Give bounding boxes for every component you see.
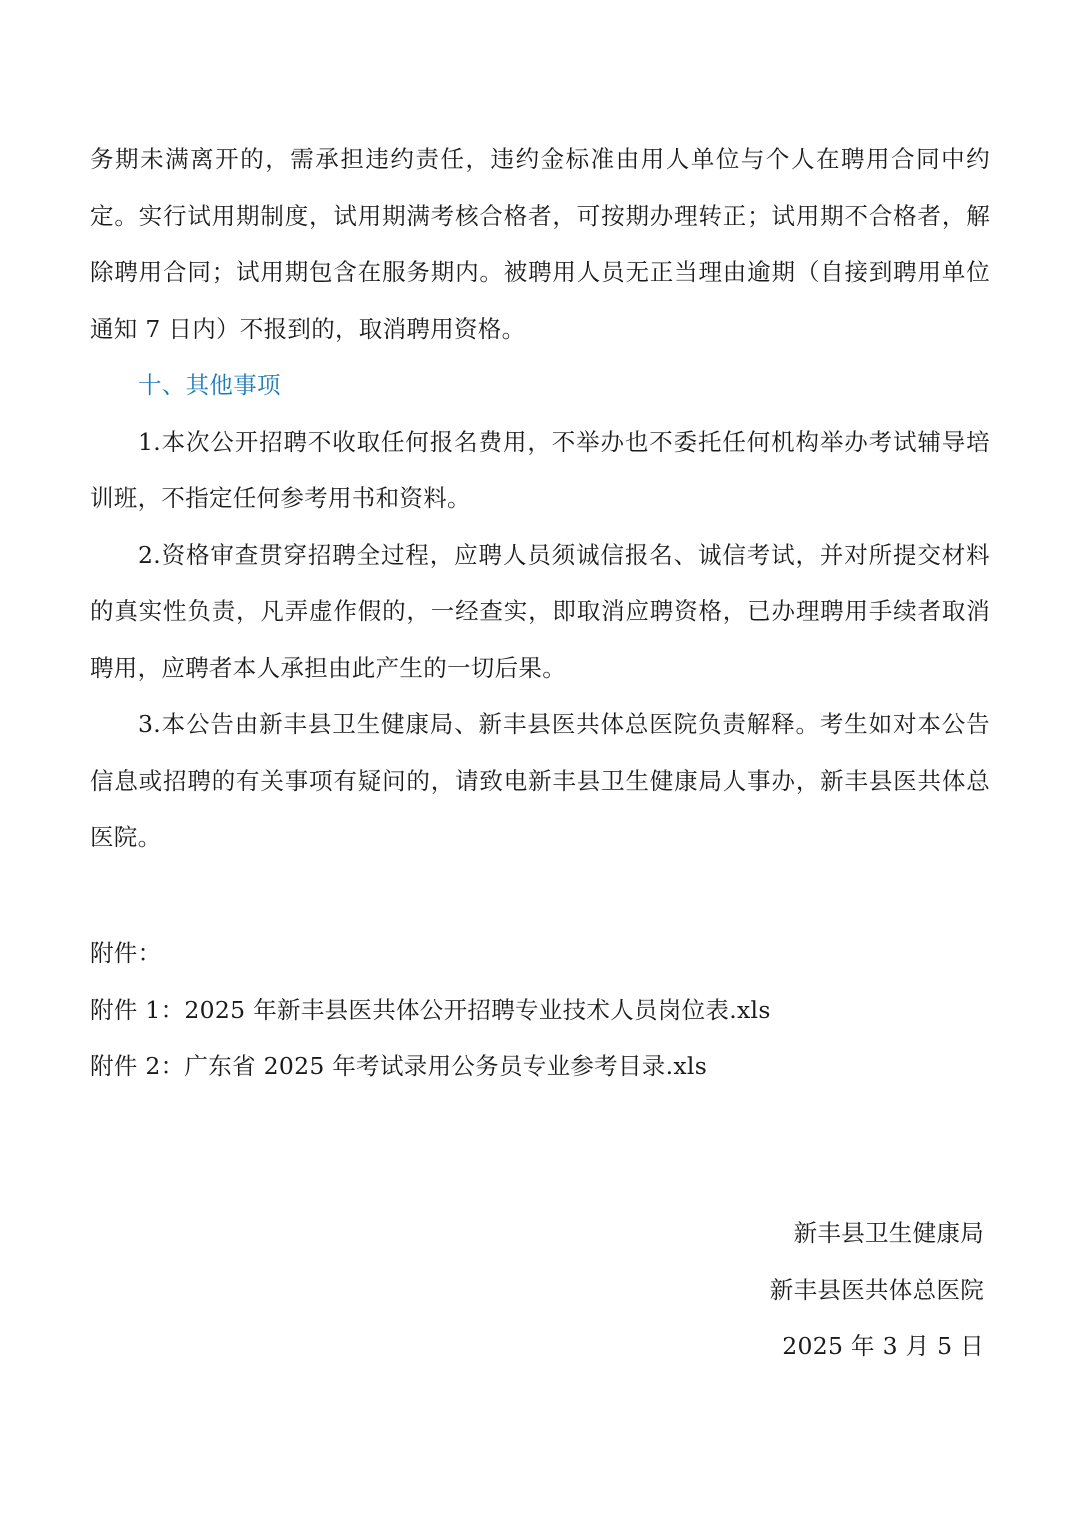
signature-block — [770, 1205, 984, 1375]
attachment-link-2[interactable]: 附件 2：广东省 2025 年考试录用公务员专业参考目录.xls — [90, 1052, 708, 1080]
signature-org-health-bureau: 新丰县卫生健康局 — [793, 1219, 984, 1247]
attachments-label: 附件： — [90, 939, 162, 967]
signature-org-hospital: 新丰县医共体总医院 — [769, 1275, 984, 1304]
section-heading-other-matters: 十、其他事项 — [138, 371, 281, 399]
item-3-interpretation: 3.本公告由新丰县卫生健康局、新丰县医共体总医院负责解释。考生如对本公告信息或招聘的有关事项有疑问的，请致电新丰县卫生健康局人事办，新丰县医共体总医院。 — [90, 710, 990, 851]
item-2-qualification-review: 2.资格审查贯穿招聘全过程，应聘人员须诚信报名、诚信考试，并对所提交材料的真实性负责，凡弄虚作假的，一经查实，即取消应聘资格，已办理聘用手续者取消聘用，应聘者本人承担由此产生的一切后果。 — [90, 540, 990, 682]
item-1-no-fees: 1.本次公开招聘不收取任何报名费用，不举办也不委托任何机构举办考试辅导培训班，不指定任何参考用书和资料。 — [90, 427, 990, 512]
attachment-link-1[interactable]: 附件 1：2025 年新丰县医共体公开招聘专业技术人员岗位表.xls — [90, 995, 771, 1024]
paragraph-service-term: 务期未满离开的，需承担违约责任，违约金标准由用人单位与个人在聘用合同中约定。实行试用期制度，试用期满考核合格者，可按期办理转正；试用期不合格者，解除聘用合同；试用期包含在服务期内。被聘用人员无正当理由逾期（自接到聘用单位通知 7 日内）不报到的，取消聘用资格。 — [90, 145, 990, 343]
signature-date: 2025 年 3 月 5 日 — [782, 1332, 984, 1360]
attachments-section — [90, 925, 990, 1095]
document-body — [90, 131, 990, 866]
